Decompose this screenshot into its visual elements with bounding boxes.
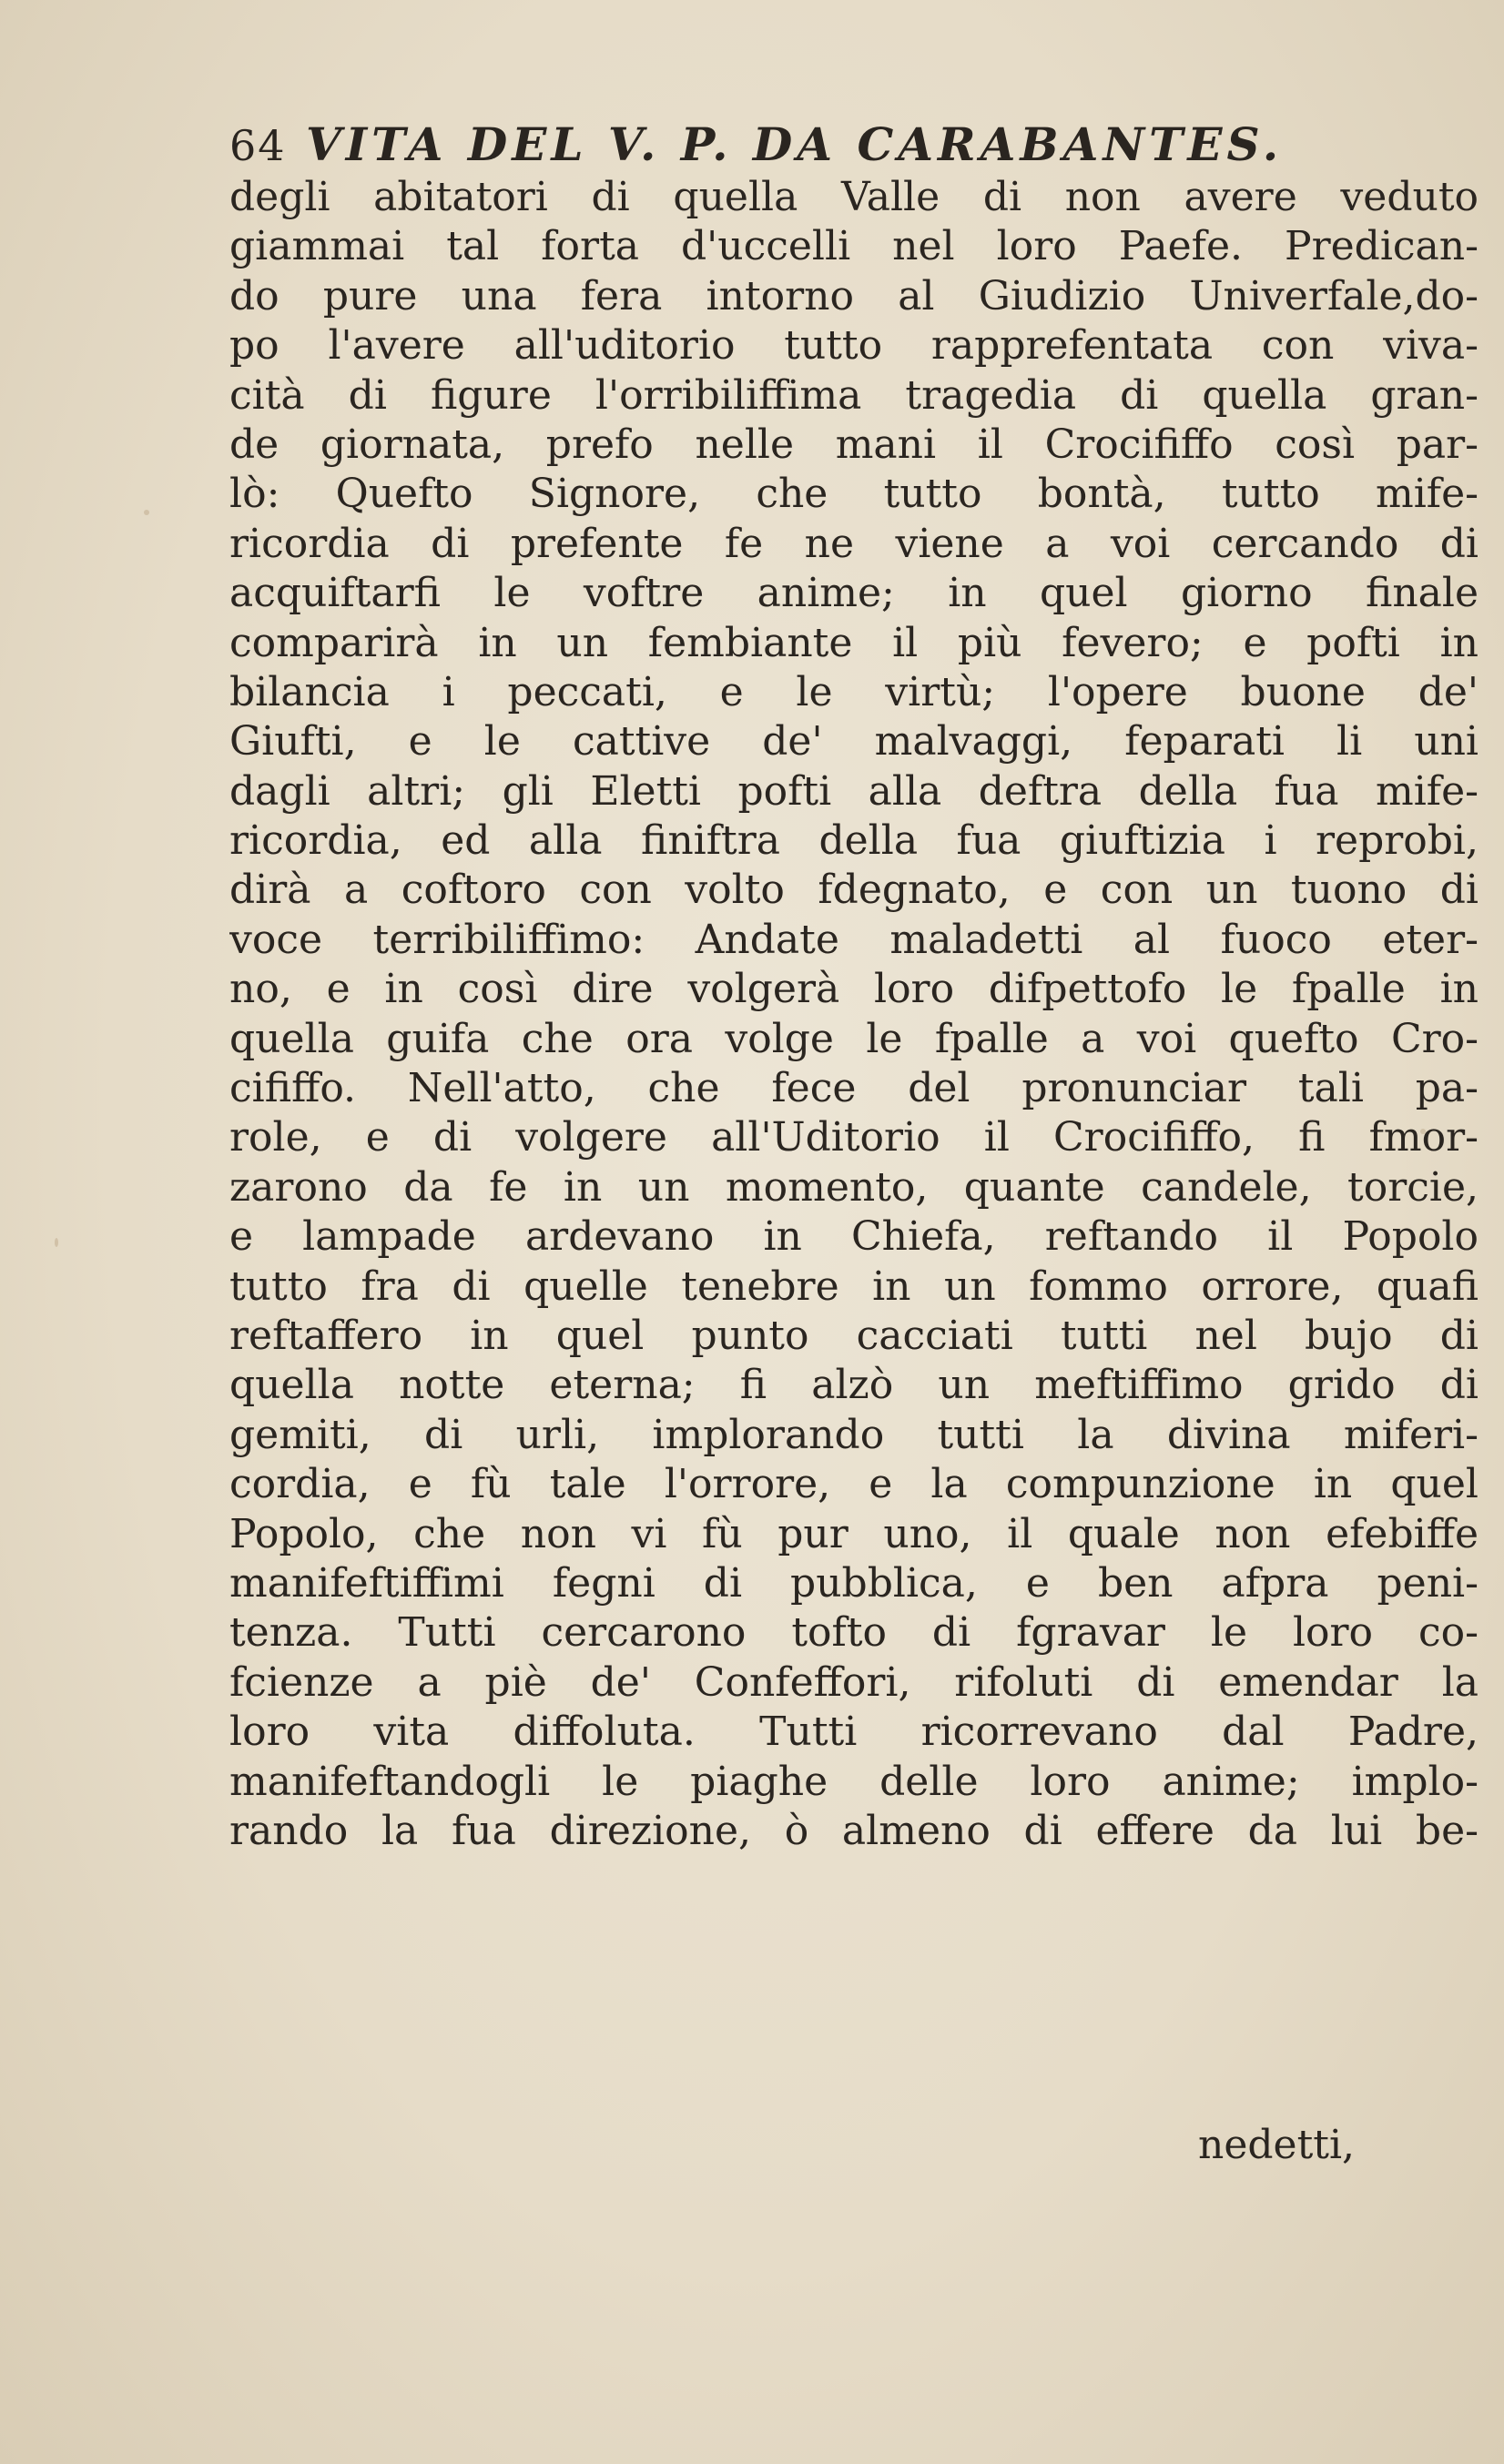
paper-stain (55, 1238, 58, 1247)
text-line: tutto fra di quelle tenebre in un fommo orrore, quafi (229, 1262, 1479, 1310)
text-line: ricordia di prefente fe ne viene a voi cercando di (229, 520, 1479, 567)
text-line: role, e di volgere all'Uditorio il Crocififfo, fi fmor- (229, 1114, 1479, 1161)
text-line: do pure una fera intorno al Giudizio Univerfale,do- (229, 272, 1479, 319)
text-line: quella guifa che ora volge le fpalle a voi quefto Cro- (229, 1015, 1479, 1062)
text-line: Giufti, e le cattive de' malvaggi, feparati li uni (229, 718, 1479, 766)
text-line: voce terribiliffimo: Andate maladetti al fuoco eter- (229, 916, 1479, 963)
text-line: acquiftarfi le voftre anime; in quel giorno finale (229, 570, 1479, 617)
text-block (229, 117, 1479, 1856)
text-line: bilancia i peccati, e le virtù; l'opere buone de' (229, 668, 1479, 715)
text-line: de giornata, prefo nelle mani il Crocififfo così par- (229, 421, 1479, 468)
text-line: quella notte eterna; fi alzò un meftiffimo grido di (229, 1362, 1479, 1409)
text-line: cità di figure l'orribiliffima tragedia di quella gran- (229, 371, 1479, 419)
body-text (229, 173, 1479, 1856)
text-line: dagli altri; gli Eletti pofti alla deftra della fua mife- (229, 767, 1479, 815)
text-line: no, e in così dire volgerà loro difpettofo le fpalle in (229, 966, 1479, 1013)
text-line: manifeftandogli le piaghe delle loro anime; implo- (229, 1758, 1479, 1805)
text-line: lò: Quefto Signore, che tutto bontà, tutto mife- (229, 471, 1479, 518)
text-line: dirà a coftoro con volto fdegnato, e con un tuono di (229, 867, 1479, 914)
text-line: tenza. Tutti cercarono tofto di fgravar le loro co- (229, 1609, 1479, 1657)
text-line: comparirà in un fembiante il più fevero; e pofti in (229, 619, 1479, 666)
running-head (229, 117, 1479, 173)
text-line: ricordia, ed alla finiftra della fua giuftizia i reprobi, (229, 817, 1479, 865)
text-line: zarono da fe in un momento, quante candele, torcie, (229, 1163, 1479, 1211)
text-line: fcienze a piè de' Confeffori, rifoluti di emendar la (229, 1658, 1479, 1706)
text-line: degli abitatori di quella Valle di non avere veduto (229, 174, 1479, 220)
text-line: po l'avere all'uditorio tutto rapprefentata con viva- (229, 322, 1479, 370)
page-number: 64 (229, 121, 287, 170)
running-title: VITA DEL V. P. DA CARABANTES. (306, 117, 1284, 171)
text-line: Popolo, che non vi fù pur uno, il quale non efebiffe (229, 1510, 1479, 1557)
text-line: cififfo. Nell'atto, che fece del pronunciar tali pa- (229, 1065, 1479, 1112)
text-line: loro vita diffoluta. Tutti ricorrevano dal Padre, (229, 1709, 1479, 1756)
text-line: giammai tal forta d'uccelli nel loro Paefe. Predican- (229, 223, 1479, 270)
catchword: nedetti, (1198, 2122, 1356, 2168)
paper-stain (144, 510, 149, 515)
text-line: cordia, e fù tale l'orrore, e la compunzione in quel (229, 1461, 1479, 1508)
text-line: rando la fua direzione, ò almeno di effere da lui be- (229, 1807, 1479, 1854)
text-line: reftaffero in quel punto cacciati tutti nel bujo di (229, 1312, 1479, 1359)
text-line: manifeftiffimi fegni di pubblica, e ben afpra peni- (229, 1559, 1479, 1607)
text-line: gemiti, di urli, implorando tutti la divina miferi- (229, 1411, 1479, 1458)
text-line: e lampade ardevano in Chiefa, reftando il Popolo (229, 1213, 1479, 1261)
